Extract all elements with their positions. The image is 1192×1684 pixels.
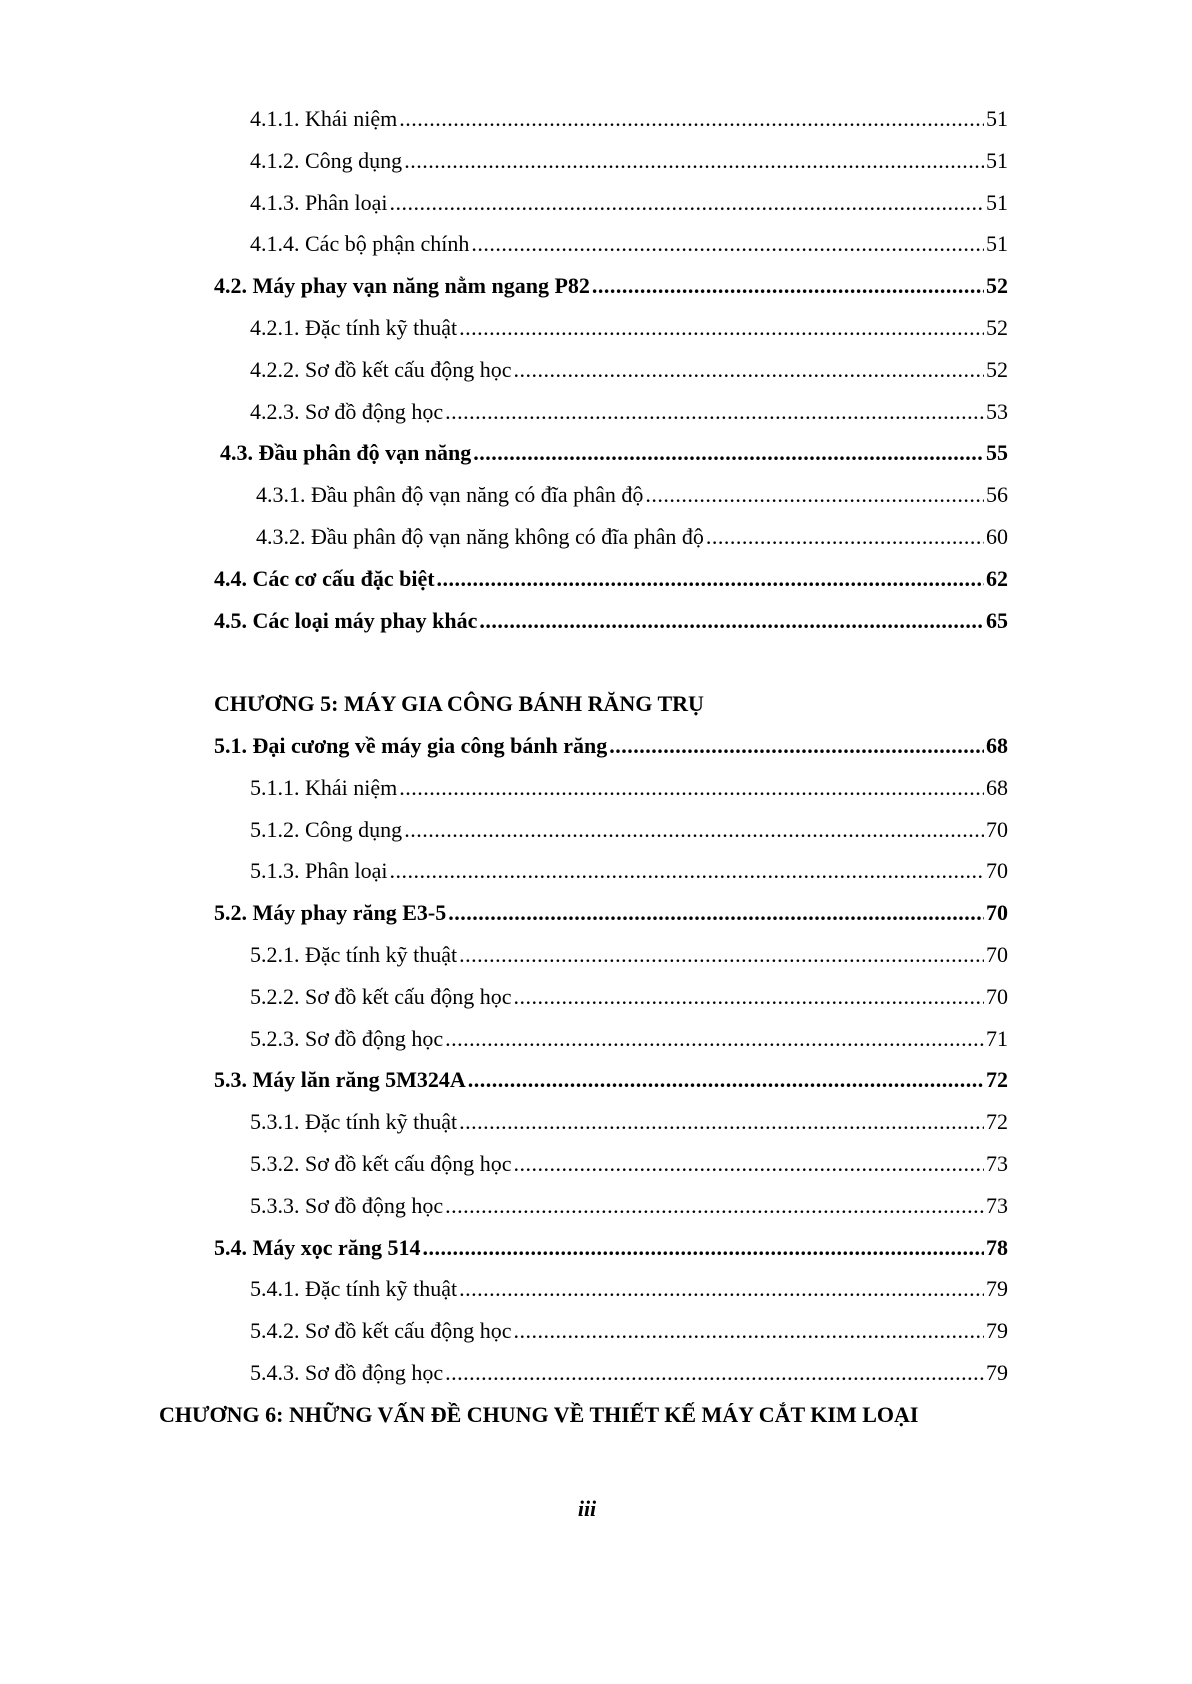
toc-entry-page: 52 bbox=[986, 314, 1008, 340]
dot-leader bbox=[473, 432, 984, 474]
toc-entry-label: 5.2.1. Đặc tính kỹ thuật bbox=[250, 941, 458, 967]
toc-entry-label: 5.4. Máy xọc răng 514 bbox=[214, 1234, 421, 1260]
dot-leader bbox=[404, 809, 984, 851]
toc-entry-page: 72 bbox=[986, 1067, 1008, 1093]
toc-entry-page: 51 bbox=[986, 189, 1008, 215]
dot-leader bbox=[404, 140, 984, 182]
toc-entry[interactable] bbox=[214, 265, 1008, 307]
table-of-contents bbox=[0, 98, 1192, 1436]
toc-chapter-heading[interactable] bbox=[159, 1394, 1008, 1436]
toc-entry-label: 5.4.2. Sơ đồ kết cấu động học bbox=[250, 1318, 512, 1344]
toc-entry-page: 68 bbox=[986, 774, 1008, 800]
dot-leader bbox=[448, 892, 984, 934]
toc-entry-label: 4.2.3. Sơ đồ động học bbox=[250, 398, 444, 424]
dot-leader bbox=[468, 1059, 984, 1101]
dot-leader bbox=[445, 1018, 984, 1060]
toc-entry[interactable] bbox=[250, 850, 1008, 892]
dot-leader bbox=[390, 850, 985, 892]
toc-entry-label: 5.1. Đại cương về máy gia công bánh răng bbox=[214, 732, 608, 758]
toc-entry-page: 72 bbox=[986, 1109, 1008, 1135]
toc-entry-label: 4.5. Các loại máy phay khác bbox=[214, 607, 478, 633]
toc-entry[interactable] bbox=[250, 182, 1008, 224]
toc-entry-page: 78 bbox=[986, 1234, 1008, 1260]
toc-entry-page: 52 bbox=[986, 273, 1008, 299]
toc-entry-page: 73 bbox=[986, 1192, 1008, 1218]
toc-entry[interactable] bbox=[250, 391, 1008, 433]
toc-entry-label: 4.2. Máy phay vạn năng nằm ngang P82 bbox=[214, 273, 590, 299]
toc-entry-page: 70 bbox=[986, 858, 1008, 884]
dot-leader bbox=[423, 1227, 984, 1269]
toc-entry-label: 5.3.1. Đặc tính kỹ thuật bbox=[250, 1109, 458, 1135]
toc-entry-label: 5.3. Máy lăn răng 5M324A bbox=[214, 1067, 466, 1093]
toc-entry-page: 51 bbox=[986, 106, 1008, 131]
toc-chapter-heading[interactable] bbox=[214, 683, 1008, 725]
toc-entry-label: 5.3.3. Sơ đồ động học bbox=[250, 1192, 444, 1218]
toc-entry-label: 5.1.1. Khái niệm bbox=[250, 774, 398, 800]
toc-entry[interactable] bbox=[250, 767, 1008, 809]
toc-entry-label: 5.1.3. Phân loại bbox=[250, 858, 388, 884]
toc-entry-page: 79 bbox=[986, 1318, 1008, 1344]
toc-entry-page: 62 bbox=[986, 565, 1008, 591]
toc-entry[interactable] bbox=[250, 1268, 1008, 1310]
toc-entry-label: 5.4.1. Đặc tính kỹ thuật bbox=[250, 1276, 458, 1302]
toc-entry[interactable] bbox=[220, 432, 1008, 474]
toc-entry-page: 60 bbox=[986, 523, 1008, 549]
toc-entry-page: 51 bbox=[986, 147, 1008, 173]
toc-entry[interactable] bbox=[256, 474, 1008, 516]
toc-entry[interactable] bbox=[250, 1143, 1008, 1185]
toc-entry-page: 68 bbox=[986, 732, 1008, 758]
dot-leader bbox=[514, 976, 984, 1018]
toc-entry-label: 4.1.3. Phân loại bbox=[250, 189, 388, 215]
toc-entry[interactable] bbox=[250, 1101, 1008, 1143]
dot-leader bbox=[459, 307, 984, 349]
toc-entry[interactable] bbox=[250, 934, 1008, 976]
toc-entry-page: 65 bbox=[986, 607, 1008, 633]
toc-entry[interactable] bbox=[250, 1185, 1008, 1227]
toc-entry-page: 70 bbox=[986, 941, 1008, 967]
toc-entry-label: 4.2.2. Sơ đồ kết cấu động học bbox=[250, 356, 512, 382]
dot-leader bbox=[459, 1101, 984, 1143]
toc-entry[interactable] bbox=[250, 1310, 1008, 1352]
toc-entry-page: 52 bbox=[986, 356, 1008, 382]
toc-entry-label: 4.3.2. Đầu phân độ vạn năng không có đĩa phân độ bbox=[256, 523, 704, 549]
toc-entry[interactable] bbox=[214, 1059, 1008, 1101]
toc-entry-label: 4.3. Đầu phân độ vạn năng bbox=[220, 440, 472, 466]
toc-entry[interactable] bbox=[250, 307, 1008, 349]
dot-leader bbox=[514, 1310, 984, 1352]
toc-entry-page: 55 bbox=[986, 440, 1008, 466]
toc-entry-label: CHƯƠNG 5: MÁY GIA CÔNG BÁNH RĂNG TRỤ bbox=[214, 691, 704, 717]
dot-leader bbox=[514, 349, 984, 391]
toc-entry-page: 71 bbox=[986, 1025, 1008, 1051]
spacer bbox=[0, 641, 1008, 683]
toc-entry-label: 4.4. Các cơ cấu đặc biệt bbox=[214, 565, 435, 591]
toc-entry[interactable] bbox=[214, 600, 1008, 642]
page-number: iii bbox=[577, 1496, 597, 1521]
toc-entry-label: 5.3.2. Sơ đồ kết cấu động học bbox=[250, 1150, 512, 1176]
toc-entry-label: 4.1.2. Công dụng bbox=[250, 147, 403, 173]
toc-entry[interactable] bbox=[250, 976, 1008, 1018]
dot-leader bbox=[645, 474, 984, 516]
dot-leader bbox=[459, 934, 984, 976]
dot-leader bbox=[479, 600, 984, 642]
toc-entry[interactable] bbox=[214, 558, 1008, 600]
dot-leader bbox=[445, 391, 984, 433]
dot-leader bbox=[445, 1185, 984, 1227]
toc-entry-label: 4.3.1. Đầu phân độ vạn năng có đĩa phân độ bbox=[256, 482, 644, 508]
toc-entry[interactable] bbox=[250, 1018, 1008, 1060]
dot-leader bbox=[445, 1352, 984, 1394]
toc-entry[interactable] bbox=[250, 223, 1008, 265]
toc-entry-page: 53 bbox=[986, 398, 1008, 424]
dot-leader bbox=[471, 223, 984, 265]
dot-leader bbox=[706, 516, 984, 558]
toc-entry-label: 5.4.3. Sơ đồ động học bbox=[250, 1359, 444, 1385]
toc-entry-page: 70 bbox=[986, 816, 1008, 842]
toc-entry-page: 73 bbox=[986, 1150, 1008, 1176]
toc-entry-page: 79 bbox=[986, 1359, 1008, 1385]
dot-leader bbox=[609, 725, 984, 767]
toc-entry-label: 4.1.1. Khái niệm bbox=[250, 106, 398, 131]
toc-entry-label: 5.1.2. Công dụng bbox=[250, 816, 403, 842]
dot-leader bbox=[437, 558, 984, 600]
toc-entry-page: 79 bbox=[986, 1276, 1008, 1302]
toc-entry-label: 5.2. Máy phay răng E3-5 bbox=[214, 900, 447, 926]
toc-entry[interactable] bbox=[214, 892, 1008, 934]
toc-entry[interactable] bbox=[256, 516, 1008, 558]
toc-entry-page: 70 bbox=[986, 900, 1008, 926]
toc-entry-label: 4.2.1. Đặc tính kỹ thuật bbox=[250, 314, 458, 340]
toc-entry-label: 5.2.2. Sơ đồ kết cấu động học bbox=[250, 983, 512, 1009]
dot-leader bbox=[390, 182, 985, 224]
toc-entry-page: 70 bbox=[986, 983, 1008, 1009]
toc-entry-page: 51 bbox=[986, 231, 1008, 257]
toc-entry-page: 56 bbox=[986, 482, 1008, 508]
toc-entry[interactable] bbox=[250, 349, 1008, 391]
toc-entry[interactable] bbox=[250, 1352, 1008, 1394]
toc-entry[interactable] bbox=[214, 725, 1008, 767]
toc-entry-label: 5.2.3. Sơ đồ động học bbox=[250, 1025, 444, 1051]
dot-leader bbox=[592, 265, 984, 307]
dot-leader bbox=[459, 1268, 984, 1310]
toc-entry-label: 4.1.4. Các bộ phận chính bbox=[250, 231, 470, 257]
toc-entry[interactable] bbox=[250, 809, 1008, 851]
toc-entry[interactable] bbox=[250, 98, 1008, 140]
toc-entry[interactable] bbox=[250, 140, 1008, 182]
toc-entry[interactable] bbox=[214, 1227, 1008, 1269]
dot-leader bbox=[399, 767, 984, 809]
dot-leader bbox=[399, 98, 984, 140]
toc-entry-label: CHƯƠNG 6: NHỮNG VẤN ĐỀ CHUNG VỀ THIẾT KẾ MÁY CẮT KIM LOẠI bbox=[159, 1401, 919, 1427]
dot-leader bbox=[514, 1143, 984, 1185]
